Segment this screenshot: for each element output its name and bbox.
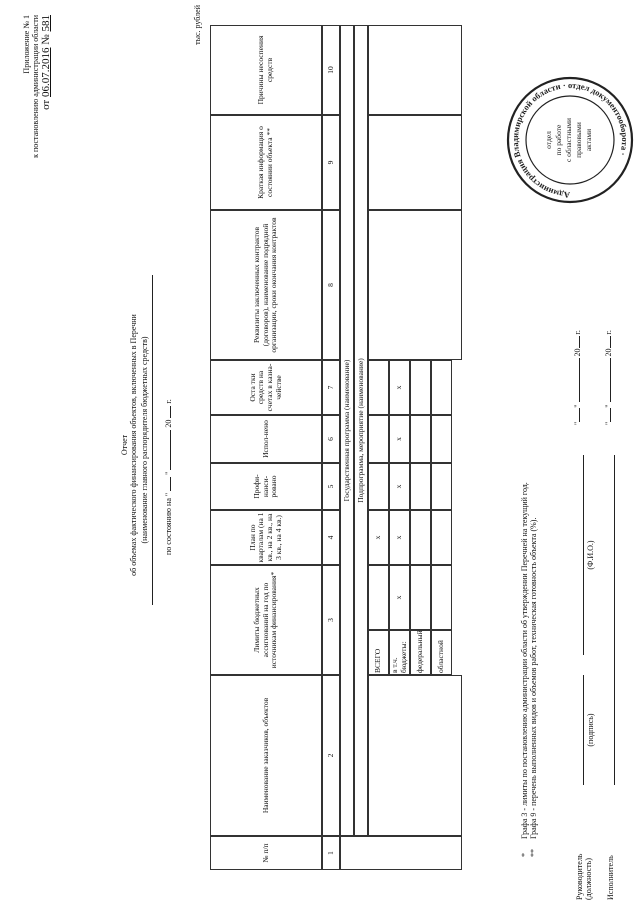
column-number-9: 9: [322, 115, 340, 210]
column-9-body: [368, 115, 462, 210]
title-line1: Отчет: [120, 434, 129, 456]
stamp-ring-text: Администрация Владимирской области · отдел документооборота ·: [509, 79, 631, 201]
executor-label: Исполнитель: [606, 855, 615, 900]
header-cell-2: Наименование заказчиков, объектов: [210, 675, 322, 836]
column-number-2: 2: [322, 675, 340, 836]
annex-line3: от 06.07.2016 № 581: [40, 15, 53, 110]
head-label: Руководитель (должность): [575, 853, 594, 900]
row-limit-value: [431, 565, 452, 630]
row-value-col7: [368, 360, 389, 415]
title-underline-caption: (наименование главного распорядителя бюджетных средств): [140, 336, 149, 544]
header-cell-3: Лимиты бюджетных ассигнований на год по источникам финансирования*: [210, 565, 322, 675]
row-label: федеральный: [410, 630, 431, 675]
stamp-center-5: актами: [584, 128, 593, 152]
report-date: по состоянию на " " 20 г.: [164, 399, 173, 555]
executor-line: [614, 455, 615, 785]
footnote-1: * Графа 3 - лимиты по постановлению администрации области об утверждении Перечней на текущий год.: [520, 482, 529, 857]
title-block: [120, 215, 138, 675]
column-number-7: 7: [322, 360, 340, 415]
stamp-center-2: по работе: [554, 124, 563, 156]
row-value-col6: [410, 415, 431, 463]
row-value-col7: [431, 360, 452, 415]
annex-date: 06.07.2016: [40, 47, 53, 97]
stamp-center-4: правовыми: [574, 122, 583, 158]
stamp-center-3: с областными: [564, 117, 573, 163]
name-caption: (Ф.И.О.): [586, 540, 595, 570]
row-label: областной: [431, 630, 452, 675]
row-label: в т.ч. бюджеты:: [389, 630, 410, 675]
column-number-4: 4: [322, 510, 340, 565]
title-underline: [152, 275, 153, 605]
header-cell-9: Краткая информация о состоянии объекта **: [210, 115, 322, 210]
row-limit-value: x: [389, 565, 410, 630]
sign-line: [583, 675, 584, 785]
row-value-col4: x: [368, 510, 389, 565]
header-cell-6: Испол-нено: [210, 415, 322, 463]
header-cell-1: № п/п: [210, 836, 322, 870]
column-number-5: 5: [322, 463, 340, 510]
row-value-col4: [431, 510, 452, 565]
column-number-10: 10: [322, 25, 340, 115]
row-value-col5: [431, 463, 452, 510]
column-number-1: 1: [322, 836, 340, 870]
header-cell-4: План по кварталам (на 1 кв., на 2 кв., на 3 кв., на 4 кв.): [210, 510, 322, 565]
annex-line1: Приложение № 1: [22, 15, 31, 74]
stamp-center-1: отдел: [544, 131, 553, 149]
annex-block: [22, 15, 53, 205]
row-value-col5: [368, 463, 389, 510]
row-value-col5: x: [389, 463, 410, 510]
annex-number: 581: [40, 15, 53, 32]
object-name-cell: [368, 675, 462, 836]
row-limit-value: [368, 565, 389, 630]
official-stamp: [505, 75, 635, 205]
executor-date: "" 20 г.: [604, 330, 613, 425]
unit-label: тыс. рублей: [193, 5, 202, 45]
row-limit-value: [410, 565, 431, 630]
column-number-6: 6: [322, 415, 340, 463]
header-cell-7: Оста тки средств на счетах в казна-чействе: [210, 360, 322, 415]
section-subprogram: Подпрограмма, мероприятие (наименование): [354, 25, 368, 836]
row-number-cell: [340, 836, 462, 870]
row-label: ВСЕГО: [368, 630, 389, 675]
row-value-col6: [368, 415, 389, 463]
footnotes: [520, 257, 538, 857]
row-value-col7: [410, 360, 431, 415]
row-value-col5: [410, 463, 431, 510]
sign-caption: (подпись): [586, 713, 595, 747]
footnote-2: ** Графа 9 - перечень выполненных видов и объемов работ, техническая готовность объекта (%).: [529, 517, 539, 857]
column-number-8: 8: [322, 210, 340, 360]
annex-line2: к постановлению администрации области: [31, 15, 41, 158]
head-date: "" 20 г.: [573, 330, 582, 425]
row-value-col4: x: [389, 510, 410, 565]
title-line2: об объемах фактического финансирования объектов, включенных в Перечни: [129, 314, 139, 576]
column-10-body: [368, 25, 462, 115]
header-cell-10: Причины несоспения средств: [210, 25, 322, 115]
row-value-col6: x: [389, 415, 410, 463]
column-8-body: [368, 210, 462, 360]
section-program: Государственная программа (наименование): [340, 25, 354, 836]
column-number-3: 3: [322, 565, 340, 675]
header-cell-5: Профи-нанси-ровано: [210, 463, 322, 510]
row-value-col4: [410, 510, 431, 565]
row-value-col6: [431, 415, 452, 463]
header-cell-8: Реквизиты заключенных контрактов (договоров), наименование подрядной организации, сроки окончания контрактов: [210, 210, 322, 360]
name-line: [583, 455, 584, 655]
row-value-col7: x: [389, 360, 410, 415]
